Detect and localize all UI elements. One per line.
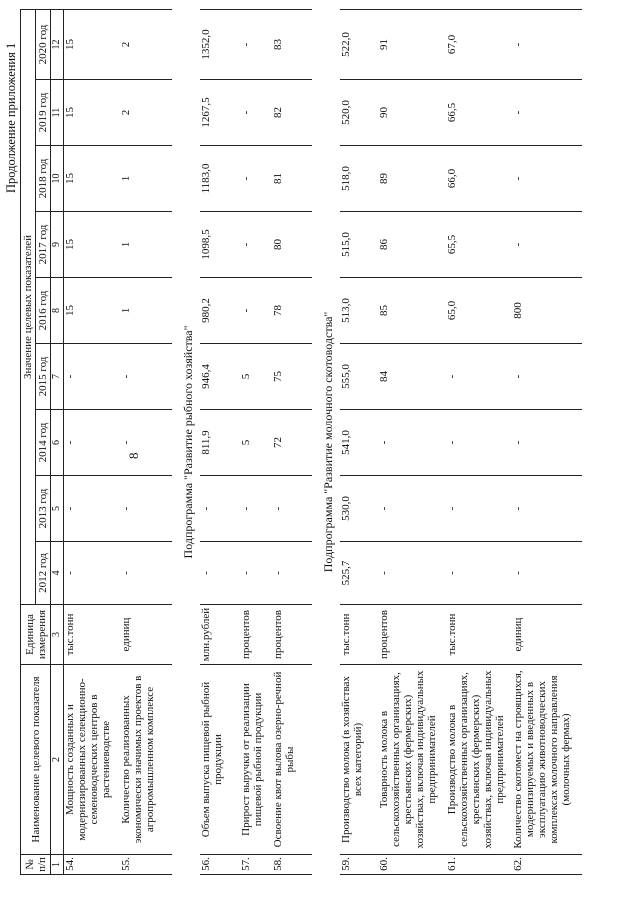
header-year: 2020 год — [36, 9, 51, 79]
value-cell: - — [240, 278, 272, 344]
value-cell: 980,2 — [200, 278, 240, 344]
row-number: 62. — [512, 855, 582, 875]
value-cell: 83 — [272, 9, 312, 79]
column-numbers-row — [51, 9, 64, 874]
header-unit: Единица измерения — [21, 605, 51, 665]
value-cell: 2 — [120, 80, 172, 146]
row-number: 56. — [200, 855, 240, 875]
value-cell: 1183,0 — [200, 146, 240, 212]
column-number: 9 — [51, 212, 64, 278]
column-number: 4 — [51, 542, 64, 605]
value-cell: 66,0 — [446, 146, 512, 212]
value-cell: - — [512, 476, 582, 542]
column-number: 6 — [51, 410, 64, 476]
column-number: 1 — [51, 855, 64, 875]
row-number: 54. — [64, 855, 120, 875]
value-cell: - — [240, 476, 272, 542]
value-cell: 811,9 — [200, 410, 240, 476]
header-year: 2012 год — [36, 542, 51, 605]
section-row — [312, 9, 340, 874]
row-number: 59. — [340, 855, 378, 875]
unit-of-measure: процентов — [378, 605, 446, 665]
appendix-note: Продолжение приложения 1 — [4, 42, 18, 193]
value-cell: - — [240, 80, 272, 146]
value-cell: 80 — [272, 212, 312, 278]
value-cell: - — [240, 146, 272, 212]
value-cell: 541,0 — [340, 410, 378, 476]
table-row — [240, 9, 272, 874]
table-row — [64, 9, 120, 874]
value-cell: 2 — [120, 9, 172, 79]
unit-of-measure: процентов — [240, 605, 272, 665]
value-cell: 15 — [64, 146, 120, 212]
header-year: 2014 год — [36, 410, 51, 476]
value-cell: 800 — [512, 278, 582, 344]
value-cell: 520,0 — [340, 80, 378, 146]
value-cell: 91 — [378, 9, 446, 79]
value-cell: - — [120, 476, 172, 542]
value-cell: 15 — [64, 80, 120, 146]
value-cell: 1 — [120, 212, 172, 278]
value-cell: - — [446, 410, 512, 476]
value-cell: 555,0 — [340, 344, 378, 410]
row-number: 61. — [446, 855, 512, 875]
unit-of-measure: тыс.тонн — [340, 605, 378, 665]
column-number: 10 — [51, 146, 64, 212]
value-cell: - — [272, 542, 312, 605]
indicator-name: Освоение квот вылова озерно-речной рыбы — [272, 665, 312, 855]
indicator-name: Производство молока (в хозяйствах всех категорий) — [340, 665, 378, 855]
value-cell: 513,0 — [340, 278, 378, 344]
value-cell: 1 — [120, 278, 172, 344]
page-number: 8 — [126, 452, 141, 459]
header-row-top — [21, 9, 36, 874]
value-cell: 530,0 — [340, 476, 378, 542]
value-cell: 525,7 — [340, 542, 378, 605]
section-row — [172, 9, 200, 874]
value-cell: - — [240, 9, 272, 79]
value-cell: 1 — [120, 146, 172, 212]
header-year: 2019 год — [36, 80, 51, 146]
header-year: 2016 год — [36, 278, 51, 344]
header-year: 2018 год — [36, 146, 51, 212]
value-cell: - — [120, 410, 172, 476]
row-number: 60. — [378, 855, 446, 875]
table-row — [512, 9, 582, 874]
header-year: 2013 год — [36, 476, 51, 542]
value-cell: 66,5 — [446, 80, 512, 146]
value-cell: 78 — [272, 278, 312, 344]
indicator-name: Прирост выручки от реализации пищевой рыбной продукции — [240, 665, 272, 855]
value-cell: - — [446, 344, 512, 410]
table-row — [120, 9, 172, 874]
table-row — [340, 9, 378, 874]
value-cell: - — [512, 9, 582, 79]
table-row — [446, 9, 512, 874]
row-number: 58. — [272, 855, 312, 875]
value-cell: 1267,5 — [200, 80, 240, 146]
table-row — [378, 9, 446, 874]
value-cell: 15 — [64, 9, 120, 79]
value-cell: 85 — [378, 278, 446, 344]
value-cell: 5 — [240, 344, 272, 410]
value-cell: 518,0 — [340, 146, 378, 212]
value-cell: 5 — [240, 410, 272, 476]
column-number: 3 — [51, 605, 64, 665]
column-number: 11 — [51, 80, 64, 146]
value-cell: 15 — [64, 212, 120, 278]
value-cell: - — [120, 542, 172, 605]
row-number: 57. — [240, 855, 272, 875]
column-number: 2 — [51, 665, 64, 855]
indicator-name: Мощность созданных и модернизированных селекционно-семеноводческих центров в растениеводстве — [64, 665, 120, 855]
column-number: 12 — [51, 9, 64, 79]
unit-of-measure: тыс.тонн — [446, 605, 512, 665]
value-cell: 65,5 — [446, 212, 512, 278]
indicator-name: Производство молока в сельскохозяйственных организациях, крестьянских (фермерских) хозяйствах, включая индивидуальных предпринимателей — [446, 665, 512, 855]
value-cell: - — [64, 410, 120, 476]
value-cell: 67,0 — [446, 9, 512, 79]
value-cell: - — [512, 344, 582, 410]
value-cell: 65,0 — [446, 278, 512, 344]
value-cell: - — [512, 212, 582, 278]
column-number: 5 — [51, 476, 64, 542]
value-cell: - — [378, 410, 446, 476]
value-cell: - — [64, 476, 120, 542]
header-year: 2015 год — [36, 344, 51, 410]
value-cell: - — [240, 542, 272, 605]
header-name: Наименование целевого показателя — [21, 665, 51, 855]
indicators-table — [20, 9, 582, 875]
value-cell: - — [512, 146, 582, 212]
value-cell: 515,0 — [340, 212, 378, 278]
value-cell: - — [200, 476, 240, 542]
value-cell: - — [64, 542, 120, 605]
header-year: 2017 год — [36, 212, 51, 278]
header-values-group: Значение целевых показателей — [21, 9, 36, 604]
value-cell: - — [120, 344, 172, 410]
value-cell: 84 — [378, 344, 446, 410]
value-cell: 1098,5 — [200, 212, 240, 278]
value-cell: 15 — [64, 278, 120, 344]
value-cell: - — [512, 542, 582, 605]
unit-of-measure: процентов — [272, 605, 312, 665]
header-num: № п/п — [21, 855, 51, 875]
unit-of-measure: единиц — [512, 605, 582, 665]
indicator-name: Объем выпуска пищевой рыбной продукции — [200, 665, 240, 855]
indicator-name: Товарность молока в сельскохозяйственных организациях, крестьянских (фермерских) хозяйствах, включая индивидуальных предпринимателей — [378, 665, 446, 855]
value-cell: 82 — [272, 80, 312, 146]
value-cell: 86 — [378, 212, 446, 278]
value-cell: 1352,0 — [200, 9, 240, 79]
value-cell: - — [446, 476, 512, 542]
unit-of-measure: млн.рублей — [200, 605, 240, 665]
indicator-name: Количество реализованных экономически значимых проектов в агропромышленном комплексе — [120, 665, 172, 855]
value-cell: 89 — [378, 146, 446, 212]
row-number: 55. — [120, 855, 172, 875]
value-cell: - — [512, 410, 582, 476]
value-cell: 75 — [272, 344, 312, 410]
unit-of-measure: тыс.тонн — [64, 605, 120, 665]
column-number: 8 — [51, 278, 64, 344]
unit-of-measure: единиц — [120, 605, 172, 665]
table-row — [272, 9, 312, 874]
value-cell: 946,4 — [200, 344, 240, 410]
value-cell: - — [64, 344, 120, 410]
value-cell: - — [272, 476, 312, 542]
value-cell: 81 — [272, 146, 312, 212]
value-cell: - — [240, 212, 272, 278]
value-cell: - — [378, 476, 446, 542]
indicator-name: Количество скотомест на строящихся, модернизируемых и введенных в эксплуатацию животноводческих комплексах молочного направления (молочных фермах) — [512, 665, 582, 855]
value-cell: 90 — [378, 80, 446, 146]
value-cell: - — [200, 542, 240, 605]
column-number: 7 — [51, 344, 64, 410]
value-cell: 522,0 — [340, 9, 378, 79]
value-cell: - — [512, 80, 582, 146]
table-row — [200, 9, 240, 874]
value-cell: - — [446, 542, 512, 605]
section-title: Подпрограмма "Развитие рыбного хозяйства" — [180, 325, 195, 559]
section-title: Подпрограмма "Развитие молочного скотоводства" — [320, 311, 335, 573]
value-cell: - — [378, 542, 446, 605]
value-cell: 72 — [272, 410, 312, 476]
table-body — [64, 9, 582, 874]
